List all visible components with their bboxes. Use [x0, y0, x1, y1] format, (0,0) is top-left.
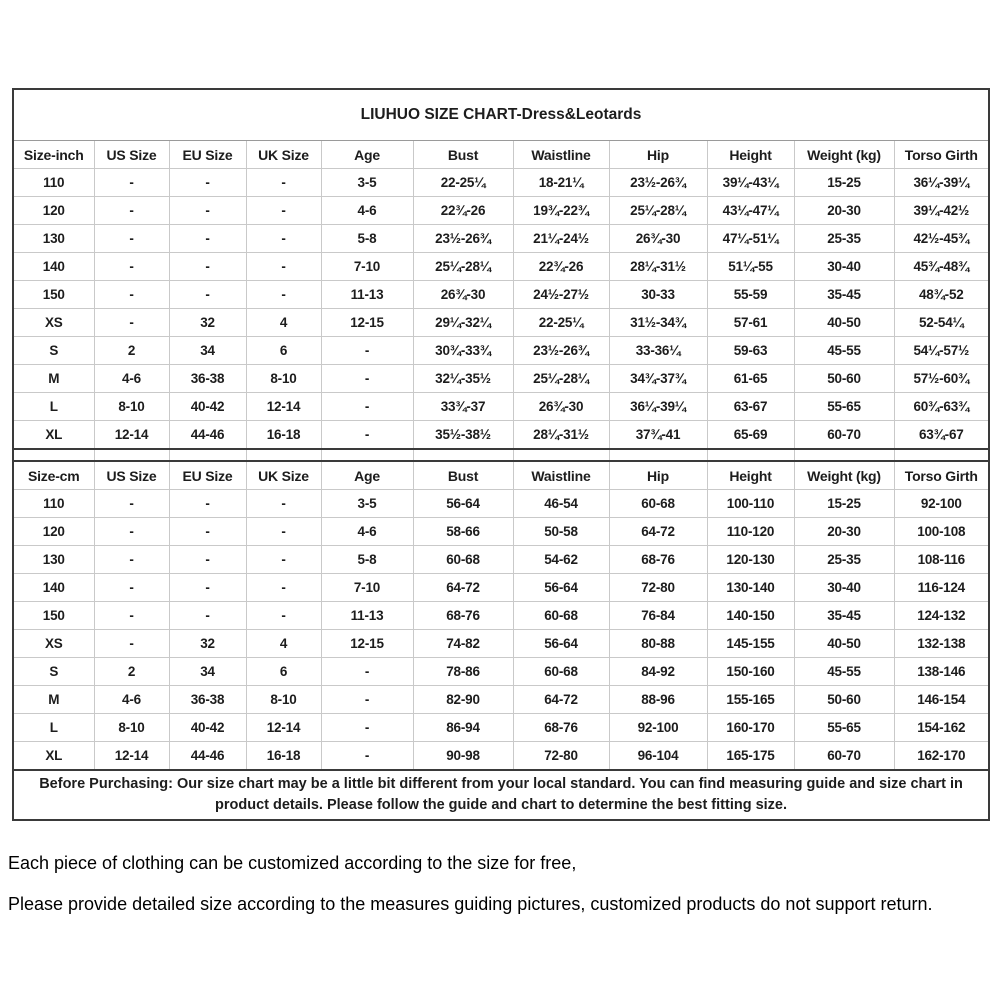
table-cell: - [94, 197, 169, 225]
table-cell: 96-104 [609, 742, 707, 771]
table-cell: 84-92 [609, 658, 707, 686]
table-cell: 16-18 [246, 742, 321, 771]
table-cell: 165-175 [707, 742, 794, 771]
table-cell: 32 [169, 309, 246, 337]
table-cell: - [169, 490, 246, 518]
table-cell: 45¾-48¾ [894, 253, 989, 281]
table-cell: 23½-26¾ [413, 225, 513, 253]
row-label: 140 [13, 253, 94, 281]
table-row [13, 281, 989, 309]
table-cell: 60-68 [413, 546, 513, 574]
table-cell: 15-25 [794, 490, 894, 518]
table-cell: 60-68 [513, 658, 609, 686]
table-cell: 51¼-55 [707, 253, 794, 281]
table-cell: 7-10 [321, 574, 413, 602]
table-cell: 92-100 [894, 490, 989, 518]
inch-header-row [13, 141, 989, 169]
table-cell: 63¾-67 [894, 421, 989, 450]
table-cell: 40-42 [169, 714, 246, 742]
chart-title: LIUHUO SIZE CHART-Dress&Leotards [13, 89, 989, 141]
row-label: 150 [13, 602, 94, 630]
table-cell: - [246, 490, 321, 518]
table-row [13, 393, 989, 421]
table-cell: - [321, 393, 413, 421]
column-header: UK Size [246, 141, 321, 169]
table-cell: - [246, 546, 321, 574]
table-cell: 72-80 [513, 742, 609, 771]
table-cell: 78-86 [413, 658, 513, 686]
row-label: 110 [13, 169, 94, 197]
table-cell: 57½-60¾ [894, 365, 989, 393]
table-cell: 150-160 [707, 658, 794, 686]
table-cell: 162-170 [894, 742, 989, 771]
table-cell: - [94, 518, 169, 546]
table-cell: 50-60 [794, 686, 894, 714]
column-header: Height [707, 461, 794, 490]
size-chart-table [12, 88, 990, 821]
table-cell: 4-6 [321, 197, 413, 225]
table-row [13, 630, 989, 658]
row-label: 110 [13, 490, 94, 518]
table-cell: 22¾-26 [513, 253, 609, 281]
table-cell: 31½-34¾ [609, 309, 707, 337]
column-header: UK Size [246, 461, 321, 490]
row-label: 130 [13, 225, 94, 253]
table-cell: 23½-26¾ [609, 169, 707, 197]
table-cell: - [94, 490, 169, 518]
table-cell: 146-154 [894, 686, 989, 714]
table-cell: 36-38 [169, 365, 246, 393]
column-header: EU Size [169, 461, 246, 490]
table-cell: 28¼-31½ [513, 421, 609, 450]
row-label: 120 [13, 518, 94, 546]
table-cell: 25¼-28¼ [609, 197, 707, 225]
table-row [13, 658, 989, 686]
table-cell: 145-155 [707, 630, 794, 658]
table-cell: 35½-38½ [413, 421, 513, 450]
table-cell: - [321, 337, 413, 365]
row-label: L [13, 714, 94, 742]
table-cell: 25-35 [794, 546, 894, 574]
table-cell: 44-46 [169, 421, 246, 450]
table-cell: 11-13 [321, 281, 413, 309]
row-label: XS [13, 630, 94, 658]
table-spacer-row [13, 449, 989, 461]
table-cell: 60-70 [794, 742, 894, 771]
chart-title-row [13, 89, 989, 141]
row-label: 130 [13, 546, 94, 574]
table-cell: 64-72 [413, 574, 513, 602]
table-cell: 64-72 [609, 518, 707, 546]
table-cell: 55-65 [794, 714, 894, 742]
cm-table-body [13, 490, 989, 771]
table-cell: - [321, 421, 413, 450]
table-cell: 24½-27½ [513, 281, 609, 309]
table-cell: 54-62 [513, 546, 609, 574]
table-cell: 26¾-30 [513, 393, 609, 421]
inch-table-body [13, 169, 989, 450]
table-cell: 37¾-41 [609, 421, 707, 450]
table-cell: 72-80 [609, 574, 707, 602]
column-header: Height [707, 141, 794, 169]
table-cell: - [94, 169, 169, 197]
table-cell: - [94, 574, 169, 602]
customization-notes [8, 853, 993, 934]
table-row [13, 602, 989, 630]
column-header: US Size [94, 461, 169, 490]
table-cell: 2 [94, 337, 169, 365]
column-header: EU Size [169, 141, 246, 169]
column-header: Weight (kg) [794, 141, 894, 169]
table-cell: 25¼-28¼ [513, 365, 609, 393]
table-cell: 29¼-32¼ [413, 309, 513, 337]
table-cell: - [169, 602, 246, 630]
row-label: 150 [13, 281, 94, 309]
table-cell: 4 [246, 630, 321, 658]
table-row [13, 742, 989, 771]
table-cell: 34 [169, 658, 246, 686]
table-cell: 60¾-63¾ [894, 393, 989, 421]
table-cell: 63-67 [707, 393, 794, 421]
table-cell: - [246, 197, 321, 225]
table-cell: 23½-26¾ [513, 337, 609, 365]
row-label: 120 [13, 197, 94, 225]
table-cell: 16-18 [246, 421, 321, 450]
table-cell: 46-54 [513, 490, 609, 518]
column-header: Torso Girth [894, 461, 989, 490]
table-cell: 124-132 [894, 602, 989, 630]
table-cell: - [94, 309, 169, 337]
table-cell: 39¼-42½ [894, 197, 989, 225]
table-cell: 45-55 [794, 658, 894, 686]
table-cell: 26¾-30 [609, 225, 707, 253]
table-row [13, 714, 989, 742]
table-cell: 8-10 [246, 686, 321, 714]
table-cell: 74-82 [413, 630, 513, 658]
table-cell: 36¼-39¼ [894, 169, 989, 197]
table-cell: 160-170 [707, 714, 794, 742]
table-cell: 12-15 [321, 309, 413, 337]
table-cell: 4 [246, 309, 321, 337]
table-row [13, 365, 989, 393]
table-cell: 36-38 [169, 686, 246, 714]
row-label: XL [13, 421, 94, 450]
table-cell: 34 [169, 337, 246, 365]
table-cell: 30-33 [609, 281, 707, 309]
table-cell: 22-25¼ [413, 169, 513, 197]
table-cell: 55-65 [794, 393, 894, 421]
note-line: Please provide detailed size according to the measures guiding pictures, customized products do not support return. [8, 893, 933, 914]
table-row [13, 169, 989, 197]
table-cell: 56-64 [413, 490, 513, 518]
table-cell: 47¼-51¼ [707, 225, 794, 253]
table-cell: 90-98 [413, 742, 513, 771]
table-cell: 88-96 [609, 686, 707, 714]
column-header: Hip [609, 461, 707, 490]
table-cell: 30-40 [794, 574, 894, 602]
table-cell: 68-76 [413, 602, 513, 630]
table-cell: - [169, 281, 246, 309]
table-cell: - [169, 518, 246, 546]
table-cell: 12-14 [246, 714, 321, 742]
column-header: US Size [94, 141, 169, 169]
table-cell: 8-10 [94, 714, 169, 742]
row-label: M [13, 686, 94, 714]
table-cell: 65-69 [707, 421, 794, 450]
row-label: S [13, 658, 94, 686]
table-cell: 35-45 [794, 281, 894, 309]
table-cell: - [169, 197, 246, 225]
column-header: Age [321, 461, 413, 490]
column-header: Waistline [513, 141, 609, 169]
table-cell: 56-64 [513, 630, 609, 658]
table-cell: 6 [246, 337, 321, 365]
row-label: L [13, 393, 94, 421]
table-cell: 33¾-37 [413, 393, 513, 421]
table-row [13, 574, 989, 602]
table-cell: - [321, 686, 413, 714]
table-cell: - [94, 253, 169, 281]
table-cell: 21¼-24½ [513, 225, 609, 253]
table-cell: 64-72 [513, 686, 609, 714]
row-label: 140 [13, 574, 94, 602]
column-header: Weight (kg) [794, 461, 894, 490]
table-cell: 4-6 [94, 686, 169, 714]
column-header: Age [321, 141, 413, 169]
table-cell: 86-94 [413, 714, 513, 742]
table-cell: 132-138 [894, 630, 989, 658]
column-header: Size-inch [13, 141, 94, 169]
table-cell: 59-63 [707, 337, 794, 365]
table-row [13, 337, 989, 365]
table-cell: 58-66 [413, 518, 513, 546]
table-cell: 44-46 [169, 742, 246, 771]
table-cell: 26¾-30 [413, 281, 513, 309]
table-cell: - [94, 281, 169, 309]
table-cell: 48¾-52 [894, 281, 989, 309]
table-cell: 76-84 [609, 602, 707, 630]
table-row [13, 197, 989, 225]
table-row [13, 518, 989, 546]
table-cell: 12-14 [94, 421, 169, 450]
table-cell: 22-25¼ [513, 309, 609, 337]
table-row [13, 490, 989, 518]
table-row [13, 421, 989, 450]
purchase-note-row [13, 770, 989, 820]
table-cell: 5-8 [321, 225, 413, 253]
table-cell: - [169, 169, 246, 197]
table-cell: 7-10 [321, 253, 413, 281]
table-cell: 40-50 [794, 630, 894, 658]
table-cell: 45-55 [794, 337, 894, 365]
table-cell: 25¼-28¼ [413, 253, 513, 281]
table-cell: 52-54¼ [894, 309, 989, 337]
table-cell: 56-64 [513, 574, 609, 602]
column-header: Torso Girth [894, 141, 989, 169]
table-cell: 4-6 [321, 518, 413, 546]
note-line: Each piece of clothing can be customized according to the size for free, [8, 853, 577, 873]
table-row [13, 686, 989, 714]
table-cell: 3-5 [321, 169, 413, 197]
table-cell: - [246, 574, 321, 602]
table-cell: 138-146 [894, 658, 989, 686]
table-cell: 61-65 [707, 365, 794, 393]
table-cell: 36¼-39¼ [609, 393, 707, 421]
table-cell: 43¼-47¼ [707, 197, 794, 225]
table-cell: - [169, 546, 246, 574]
table-row [13, 309, 989, 337]
table-cell: 8-10 [246, 365, 321, 393]
table-cell: 55-59 [707, 281, 794, 309]
table-cell: - [246, 281, 321, 309]
table-cell: 32 [169, 630, 246, 658]
table-cell: 18-21¼ [513, 169, 609, 197]
table-cell: - [94, 546, 169, 574]
table-cell: 2 [94, 658, 169, 686]
table-cell: - [94, 225, 169, 253]
table-cell: 155-165 [707, 686, 794, 714]
table-cell: 130-140 [707, 574, 794, 602]
table-cell: 40-42 [169, 393, 246, 421]
table-cell: - [321, 714, 413, 742]
table-cell: 54¼-57½ [894, 337, 989, 365]
table-cell: 60-68 [609, 490, 707, 518]
row-label: XS [13, 309, 94, 337]
table-row [13, 253, 989, 281]
table-cell: 4-6 [94, 365, 169, 393]
table-cell: 12-14 [246, 393, 321, 421]
column-header: Hip [609, 141, 707, 169]
table-cell: 100-110 [707, 490, 794, 518]
table-cell: 68-76 [609, 546, 707, 574]
row-label: M [13, 365, 94, 393]
table-cell: 40-50 [794, 309, 894, 337]
table-cell: 20-30 [794, 518, 894, 546]
table-cell: 108-116 [894, 546, 989, 574]
table-cell: 42½-45¾ [894, 225, 989, 253]
table-cell: 110-120 [707, 518, 794, 546]
table-cell: 60-70 [794, 421, 894, 450]
table-cell: - [246, 518, 321, 546]
table-cell: - [94, 630, 169, 658]
table-cell: 33-36¼ [609, 337, 707, 365]
table-cell: 92-100 [609, 714, 707, 742]
table-cell: 140-150 [707, 602, 794, 630]
table-cell: 50-60 [794, 365, 894, 393]
table-cell: 116-124 [894, 574, 989, 602]
table-cell: 30-40 [794, 253, 894, 281]
table-cell: - [169, 225, 246, 253]
row-label: XL [13, 742, 94, 771]
table-row [13, 225, 989, 253]
column-header: Size-cm [13, 461, 94, 490]
row-label: S [13, 337, 94, 365]
table-cell: 3-5 [321, 490, 413, 518]
table-cell: - [169, 574, 246, 602]
table-cell: 34¾-37¾ [609, 365, 707, 393]
table-cell: 30¾-33¾ [413, 337, 513, 365]
table-cell: 60-68 [513, 602, 609, 630]
column-header: Waistline [513, 461, 609, 490]
table-cell: 20-30 [794, 197, 894, 225]
table-cell: - [94, 602, 169, 630]
table-cell: 82-90 [413, 686, 513, 714]
table-cell: 25-35 [794, 225, 894, 253]
table-cell: 8-10 [94, 393, 169, 421]
table-cell: 19¾-22¾ [513, 197, 609, 225]
table-cell: 50-58 [513, 518, 609, 546]
table-cell: - [246, 602, 321, 630]
table-cell: 120-130 [707, 546, 794, 574]
table-cell: - [321, 742, 413, 771]
table-cell: - [321, 658, 413, 686]
column-header: Bust [413, 461, 513, 490]
table-cell: 11-13 [321, 602, 413, 630]
table-cell: - [246, 253, 321, 281]
table-cell: 154-162 [894, 714, 989, 742]
table-cell: 100-108 [894, 518, 989, 546]
table-cell: 22¾-26 [413, 197, 513, 225]
table-cell: 39¼-43¼ [707, 169, 794, 197]
table-cell: 80-88 [609, 630, 707, 658]
table-cell: 28¼-31½ [609, 253, 707, 281]
cm-header-row [13, 461, 989, 490]
column-header: Bust [413, 141, 513, 169]
table-cell: 32¼-35½ [413, 365, 513, 393]
table-cell: 5-8 [321, 546, 413, 574]
table-cell: 12-14 [94, 742, 169, 771]
table-cell: 35-45 [794, 602, 894, 630]
table-cell: 6 [246, 658, 321, 686]
table-cell: 12-15 [321, 630, 413, 658]
purchase-note: Before Purchasing: Our size chart may be a little bit different from your local standard. You can find measuring guide and size chart in product details. Please follow the guide and chart to determine the best fitting size. [13, 770, 989, 820]
table-cell: 68-76 [513, 714, 609, 742]
table-cell: 15-25 [794, 169, 894, 197]
table-cell: 57-61 [707, 309, 794, 337]
table-cell: - [246, 169, 321, 197]
table-cell: - [321, 365, 413, 393]
table-cell: - [246, 225, 321, 253]
table-cell: - [169, 253, 246, 281]
table-row [13, 546, 989, 574]
